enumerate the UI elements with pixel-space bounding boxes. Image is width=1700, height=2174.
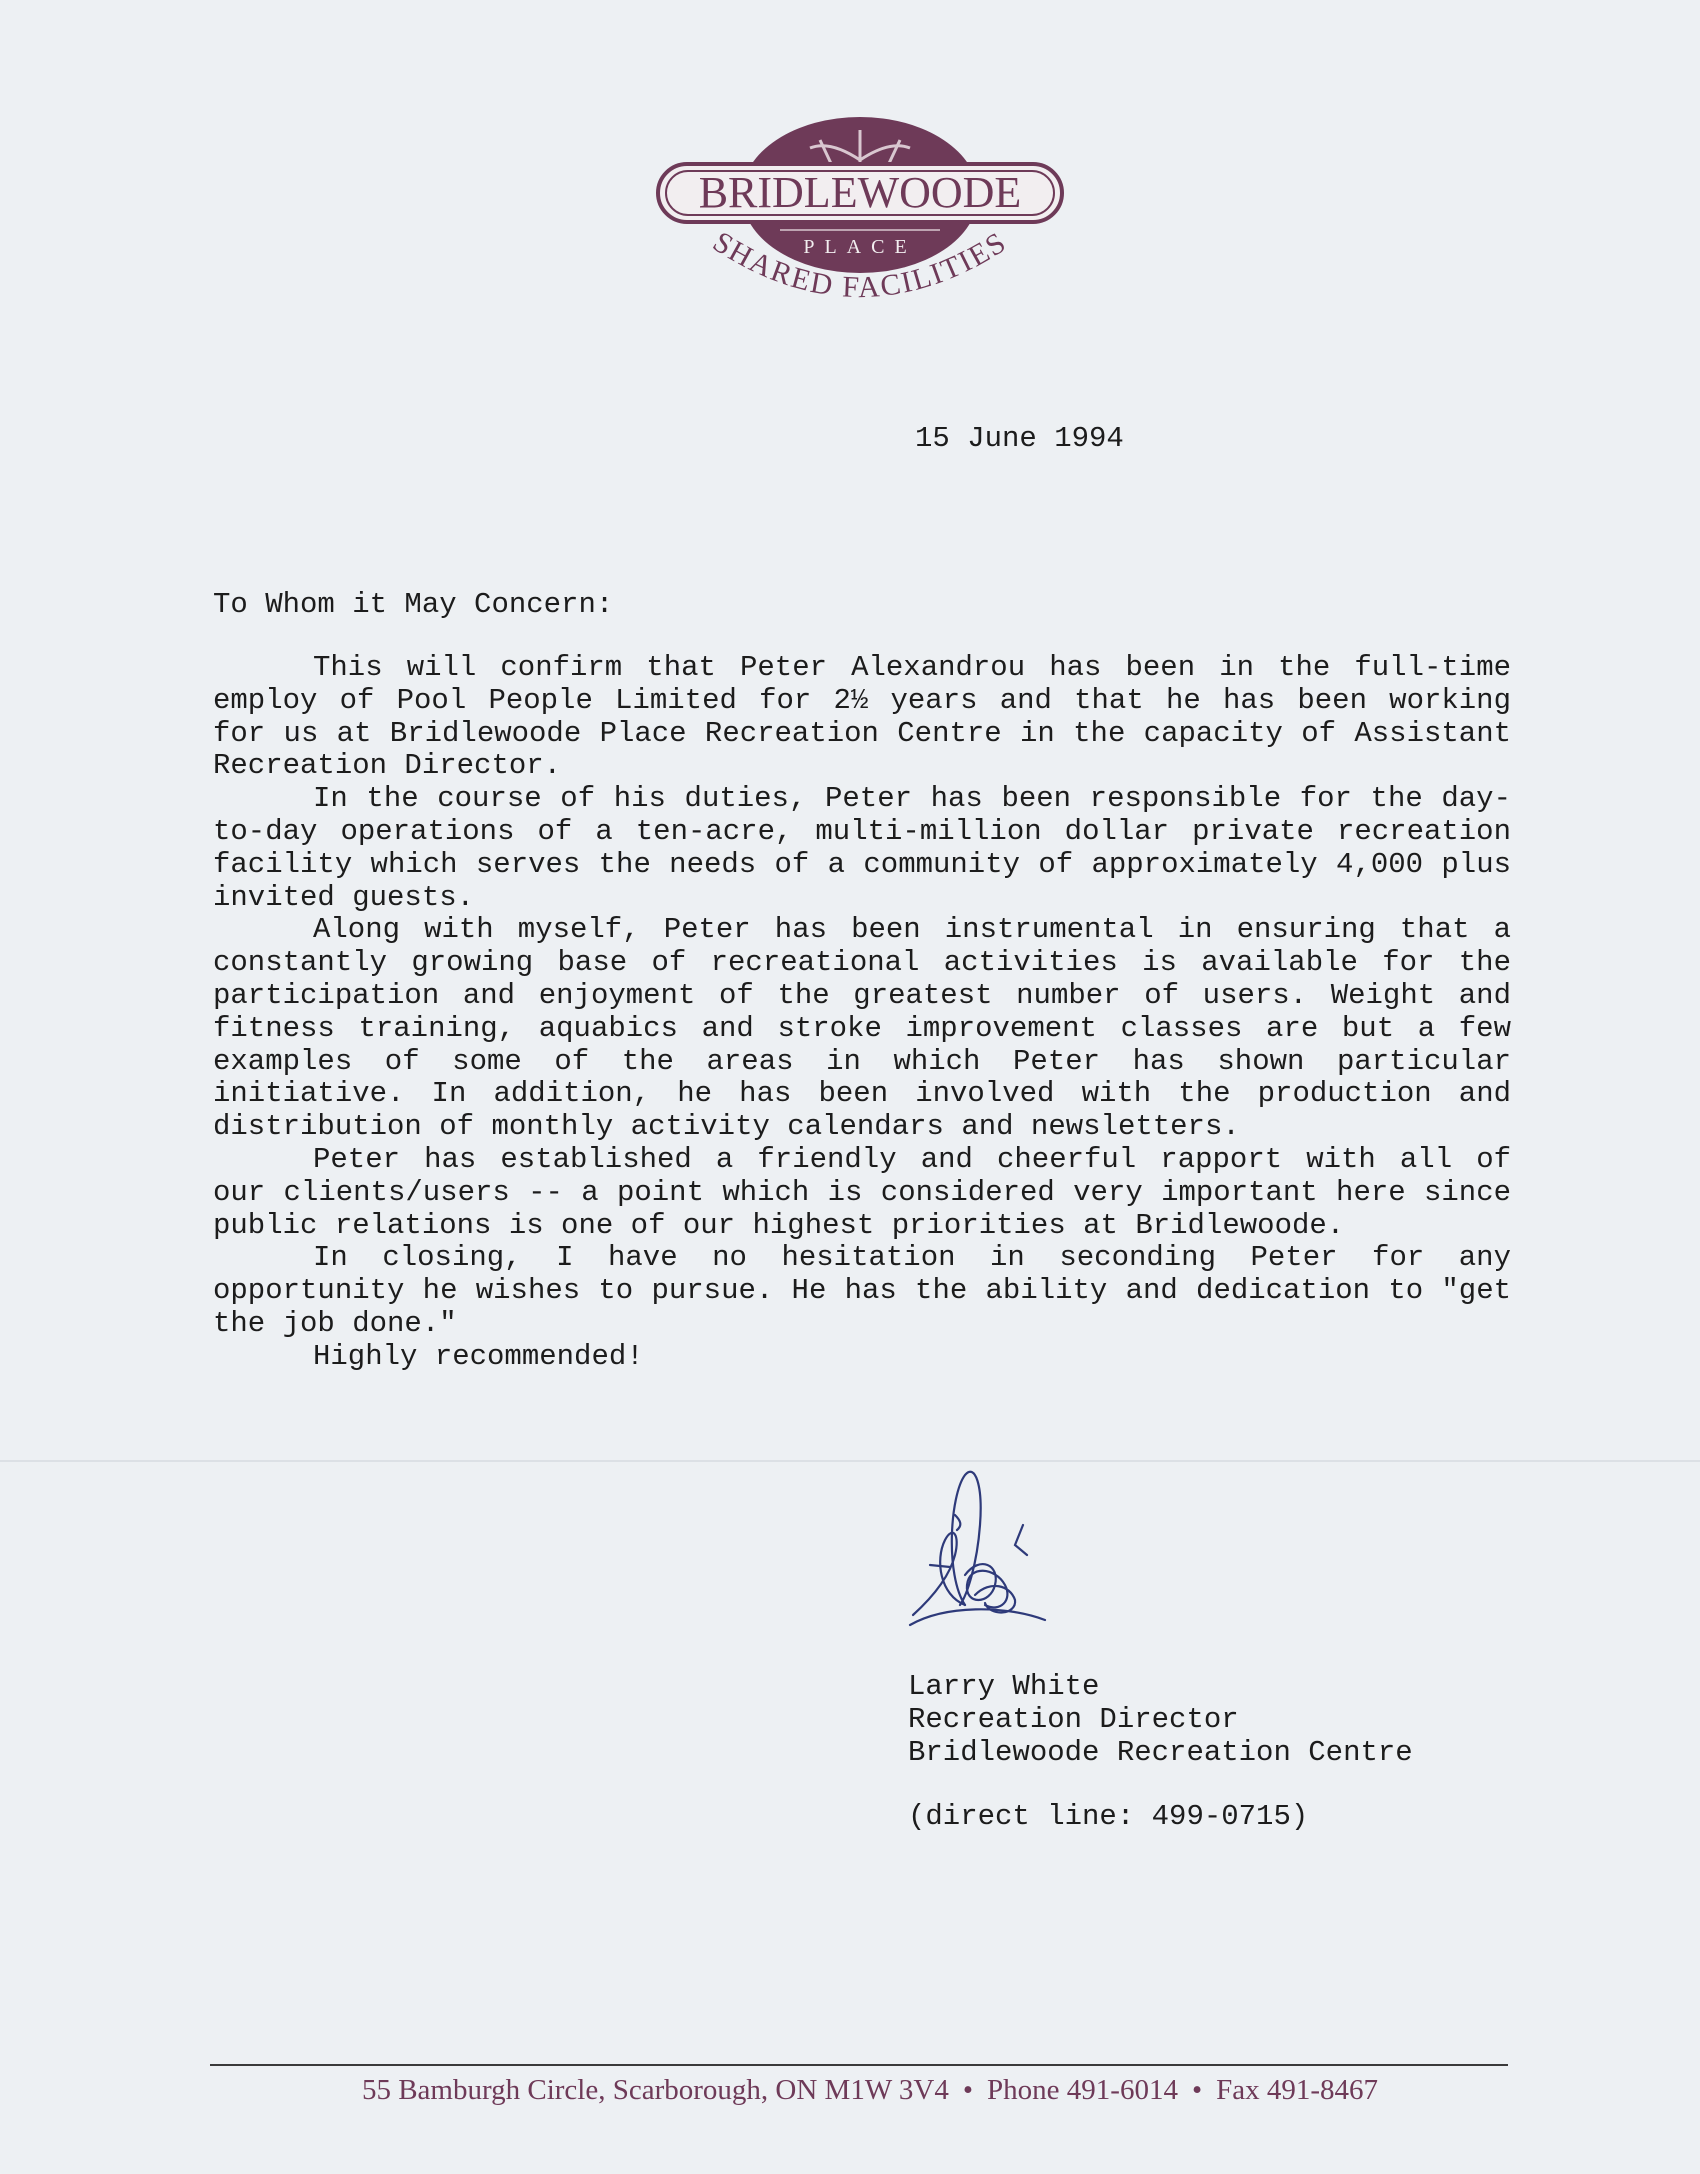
- paragraph: In closing, I have no hesitation in seconding Peter for any opportunity he wishes to pursue. He has the ability and dedication to "get the job done.": [213, 1241, 1511, 1340]
- footer-divider: [210, 2064, 1508, 2066]
- paragraph: Peter has established a friendly and cheerful rapport with all of our clients/users -- a point which is considered very important here since public relations is one of our highest priorities at Bridlewoode.: [213, 1142, 1511, 1242]
- footer-phone: Phone 491-6014: [987, 2074, 1178, 2106]
- logo-brand-text: BRIDLEWOODE: [698, 168, 1022, 217]
- paragraph: In the course of his duties, Peter has been responsible for the day-to-day operations of a ten-acre, multi-million dollar private recreation facility which serves the needs of a community of approximately 4,000 plus invited guests.: [213, 782, 1511, 914]
- paragraph: Highly recommended!: [313, 1339, 644, 1373]
- paragraph: This will confirm that Peter Alexandrou has been in the full-time employ of Pool People Limited for 2½ years and that he has been working for us at Bridlewoode Place Recreation Centre in the capacity of Assistant Recreation Director.: [213, 651, 1511, 783]
- letter-date: 15 June 1994: [915, 422, 1124, 455]
- salutation: To Whom it May Concern:: [213, 588, 614, 621]
- footer-separator: •: [1191, 2074, 1203, 2106]
- paper-fold: [0, 1460, 1700, 1462]
- signatory-name: Larry White: [908, 1670, 1100, 1703]
- footer-address: 55 Bamburgh Circle, Scarborough, ON M1W 3V4: [361, 2074, 949, 2106]
- footer-separator: •: [962, 2074, 974, 2106]
- footer: [300, 2074, 1440, 2107]
- signatory-title: Recreation Director: [908, 1703, 1239, 1736]
- footer-fax: Fax 491-8467: [1216, 2074, 1379, 2106]
- direct-line: (direct line: 499-0715): [908, 1800, 1309, 1833]
- signatory-organization: Bridlewoode Recreation Centre: [908, 1736, 1413, 1769]
- logo-subtitle-path: SHARED FACILITIES: [707, 225, 1013, 305]
- signature-block: [908, 1670, 1413, 1769]
- letter-body: [213, 652, 1511, 1374]
- bridlewoode-logo: [650, 100, 1070, 340]
- paragraph: Along with myself, Peter has been instrumental in ensuring that a constantly growing base of recreational activities is available for the participation and enjoyment of the greatest number of users. Weight and fitness training, aquabics and stroke improvement classes are but a few examples of some of the areas in which Peter has shown particular initiative. In addition, he has been involved with the production and distribution of monthly activity calendars and newsletters.: [213, 913, 1511, 1144]
- handwritten-signature: [905, 1455, 1065, 1635]
- logo-place-text: PLACE: [803, 236, 917, 258]
